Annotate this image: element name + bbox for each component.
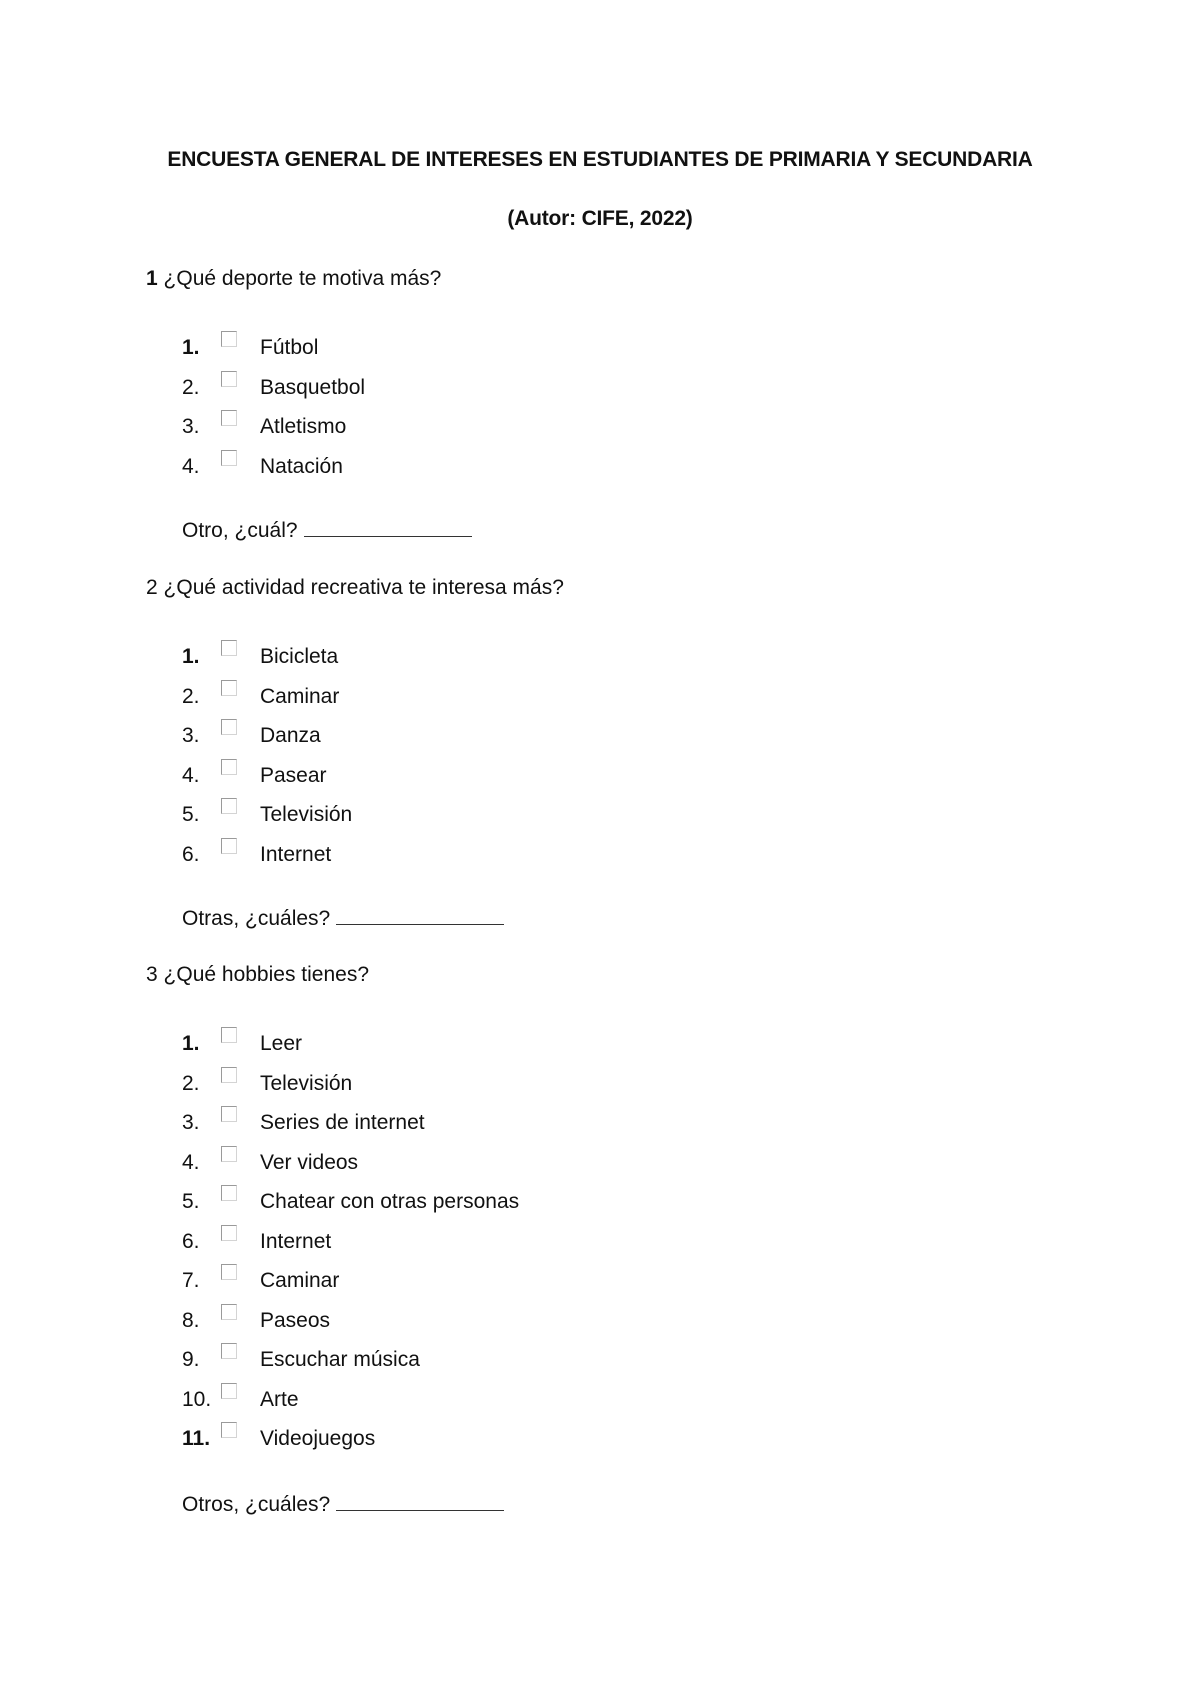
option-leer bbox=[0, 1032, 1200, 1072]
question-2-other bbox=[182, 904, 504, 931]
checkbox-escuchar-musica[interactable] bbox=[221, 1343, 237, 1359]
option-label: Bicicleta bbox=[260, 645, 339, 668]
question-2-options bbox=[0, 645, 1200, 882]
option-number: 10. bbox=[182, 1387, 212, 1411]
option-natacion bbox=[0, 455, 1200, 495]
question-1-other bbox=[182, 516, 472, 543]
checkbox-television[interactable] bbox=[221, 798, 237, 814]
question-1-options bbox=[0, 336, 1200, 494]
option-number: 6. bbox=[182, 842, 200, 866]
option-ver-videos bbox=[0, 1151, 1200, 1191]
option-caminar bbox=[0, 685, 1200, 725]
checkbox-bicicleta[interactable] bbox=[221, 640, 237, 656]
option-internet bbox=[0, 1230, 1200, 1270]
checkbox-pasear[interactable] bbox=[221, 759, 237, 775]
checkbox-danza[interactable] bbox=[221, 719, 237, 735]
question-1-number: 1 bbox=[146, 267, 158, 290]
question-3-text: ¿Qué hobbies tienes? bbox=[163, 963, 369, 986]
option-basquetbol bbox=[0, 376, 1200, 416]
option-label: Ver videos bbox=[260, 1150, 359, 1174]
checkbox-internet[interactable] bbox=[221, 838, 237, 854]
option-series-de-internet bbox=[0, 1111, 1200, 1151]
option-futbol bbox=[0, 336, 1200, 376]
option-number: 9. bbox=[182, 1348, 200, 1371]
option-label: Leer bbox=[260, 1032, 303, 1055]
option-television bbox=[0, 803, 1200, 843]
checkbox-basquetbol[interactable] bbox=[221, 371, 237, 387]
option-label: Arte bbox=[260, 1387, 299, 1411]
option-number: 2. bbox=[182, 375, 200, 399]
checkbox-natacion[interactable] bbox=[221, 450, 237, 466]
question-2-text: ¿Qué actividad recreativa te interesa más? bbox=[163, 576, 564, 599]
option-label: Danza bbox=[260, 724, 321, 747]
page-subtitle: (Autor: CIFE, 2022) bbox=[507, 207, 693, 230]
option-number: 7. bbox=[182, 1269, 200, 1292]
option-number: 3. bbox=[182, 415, 200, 438]
option-arte bbox=[0, 1388, 1200, 1428]
option-number: 2. bbox=[182, 684, 200, 708]
question-3-options bbox=[0, 1032, 1200, 1467]
checkbox-chatear[interactable] bbox=[221, 1185, 237, 1201]
page-title: ENCUESTA GENERAL DE INTERESES EN ESTUDIANTES DE PRIMARIA Y SECUNDARIA bbox=[167, 148, 1033, 171]
option-number: 6. bbox=[182, 1229, 200, 1253]
other-label: Otros, ¿cuáles? bbox=[182, 1493, 331, 1516]
checkbox-videojuegos[interactable] bbox=[221, 1422, 237, 1438]
option-number: 11. bbox=[182, 1427, 211, 1450]
checkbox-caminar[interactable] bbox=[221, 680, 237, 696]
option-number: 3. bbox=[182, 724, 200, 747]
option-number: 4. bbox=[182, 454, 200, 478]
option-label: Videojuegos bbox=[260, 1427, 376, 1450]
checkbox-internet[interactable] bbox=[221, 1225, 237, 1241]
option-number: 4. bbox=[182, 1150, 200, 1174]
option-label: Internet bbox=[260, 1229, 332, 1253]
other-answer-line[interactable] bbox=[336, 904, 504, 925]
option-videojuegos bbox=[0, 1427, 1200, 1467]
option-label: Series de internet bbox=[260, 1111, 425, 1134]
option-paseos bbox=[0, 1309, 1200, 1349]
option-number: 3. bbox=[182, 1111, 200, 1134]
question-3-other bbox=[182, 1490, 504, 1517]
other-label: Otras, ¿cuáles? bbox=[182, 907, 331, 930]
option-number: 8. bbox=[182, 1308, 200, 1332]
question-1 bbox=[146, 267, 441, 291]
option-number: 5. bbox=[182, 803, 200, 826]
option-label: Televisión bbox=[260, 1071, 353, 1095]
checkbox-paseos[interactable] bbox=[221, 1304, 237, 1320]
option-pasear bbox=[0, 764, 1200, 804]
option-label: Escuchar música bbox=[260, 1348, 420, 1371]
option-label: Caminar bbox=[260, 1269, 340, 1292]
option-internet bbox=[0, 843, 1200, 883]
option-label: Paseos bbox=[260, 1308, 331, 1332]
option-danza bbox=[0, 724, 1200, 764]
option-bicicleta bbox=[0, 645, 1200, 685]
option-label: Fútbol bbox=[260, 336, 319, 359]
checkbox-caminar[interactable] bbox=[221, 1264, 237, 1280]
other-label: Otro, ¿cuál? bbox=[182, 519, 298, 542]
question-3-number: 3 bbox=[146, 963, 158, 986]
option-label: Pasear bbox=[260, 763, 327, 787]
option-atletismo bbox=[0, 415, 1200, 455]
option-number: 2. bbox=[182, 1071, 200, 1095]
option-number: 4. bbox=[182, 763, 200, 787]
checkbox-television[interactable] bbox=[221, 1067, 237, 1083]
option-number: 5. bbox=[182, 1190, 200, 1213]
option-label: Natación bbox=[260, 454, 343, 478]
checkbox-arte[interactable] bbox=[221, 1383, 237, 1399]
question-2 bbox=[146, 576, 564, 600]
option-label: Atletismo bbox=[260, 415, 347, 438]
checkbox-leer[interactable] bbox=[221, 1027, 237, 1043]
option-number: 1. bbox=[182, 645, 200, 668]
checkbox-atletismo[interactable] bbox=[221, 410, 237, 426]
checkbox-series-de-internet[interactable] bbox=[221, 1106, 237, 1122]
option-label: Televisión bbox=[260, 803, 353, 826]
question-3 bbox=[146, 963, 369, 987]
option-chatear bbox=[0, 1190, 1200, 1230]
option-caminar bbox=[0, 1269, 1200, 1309]
question-1-text: ¿Qué deporte te motiva más? bbox=[163, 267, 442, 290]
option-escuchar-musica bbox=[0, 1348, 1200, 1388]
option-number: 1. bbox=[182, 1032, 200, 1055]
other-answer-line[interactable] bbox=[336, 1490, 504, 1511]
other-answer-line[interactable] bbox=[304, 516, 472, 537]
question-2-number: 2 bbox=[146, 576, 158, 599]
option-number: 1. bbox=[182, 336, 200, 359]
option-label: Chatear con otras personas bbox=[260, 1190, 520, 1213]
option-label: Internet bbox=[260, 842, 332, 866]
option-label: Basquetbol bbox=[260, 375, 366, 399]
option-label: Caminar bbox=[260, 684, 340, 708]
checkbox-futbol[interactable] bbox=[221, 331, 237, 347]
option-television bbox=[0, 1072, 1200, 1112]
checkbox-ver-videos[interactable] bbox=[221, 1146, 237, 1162]
